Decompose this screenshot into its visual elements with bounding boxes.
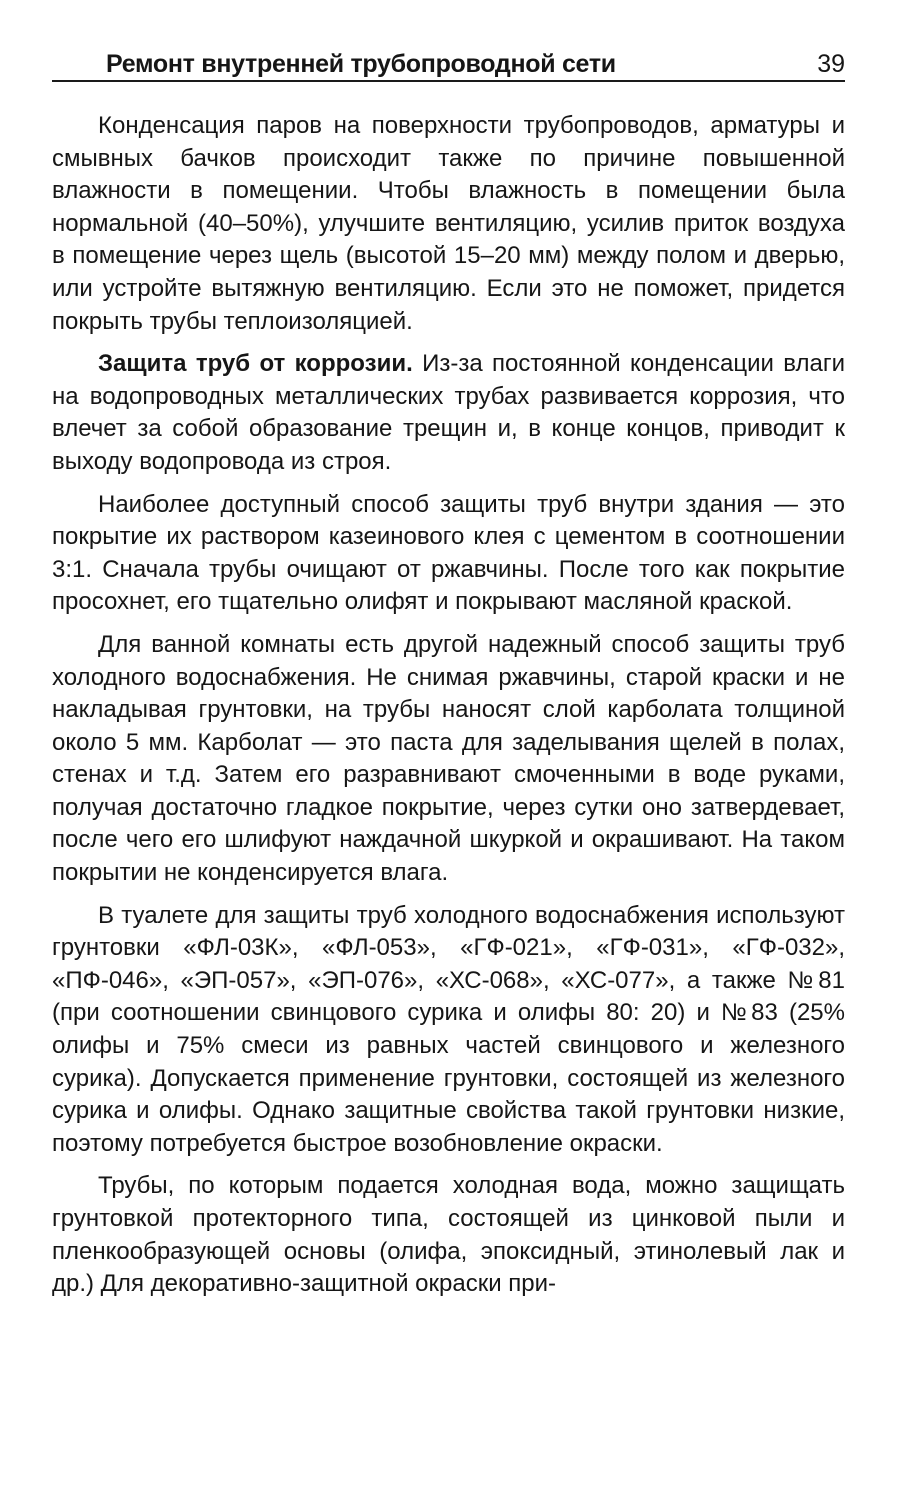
paragraph-text: Из-за постоянной конденсации влаги на водопроводных металлических трубах развивается коррозия, что влечет за собой образование трещин и, в конце концов, приводит к выходу водопровода из строя.	[52, 350, 845, 475]
paragraph-corrosion-protection	[52, 348, 845, 478]
paragraph-text: Наиболее доступный способ защиты труб внутри здания — это покрытие их раствором казеинового клея с цементом в соотношении 3:1. Сначала трубы очищают от ржавчины. После того как покрытие просохнет, его тщательно олифят и покрывают масляной краской.	[52, 490, 845, 616]
running-header	[52, 38, 845, 82]
book-page	[52, 38, 845, 1311]
section-lead-heading: Защита труб от коррозии.	[98, 350, 413, 378]
paragraph-text: В туалете для защиты труб холодного водоснабжения используют грунтовки «ФЛ-03К», «ФЛ-053», «ГФ-021», «ГФ-031», «ГФ-032», «ПФ-046», «ЭП-057», «ЭП-076», «ХС-068», «ХС-077», а также №81 (при соотношении свинцового сурика и олифы 80: 20) и №83 (25% олифы и 75% смеси из равных частей свинцового и железного сурика). Допускается применение грунтовки, состоящей из железного сурика и олифы. Однако защитные свойства такой грунтовки низкие, поэтому потребуется быстрое возобновление окраски.	[52, 901, 845, 1157]
paragraph-primers	[52, 900, 845, 1161]
paragraph-text: Для ванной комнаты есть другой надежный способ защиты труб холодного водоснабжения. Не снимая ржавчины, старой краски и не накладывая грунтовки, на трубы наносят слой карболата толщиной около 5 мм. Карболат — это паста для заделывания щелей в полах, стенах и т.д. Затем его разравнивают смоченными в воде руками, получая достаточно гладкое покрытие, через сутки оно затвердевает, после чего его шлифуют наждачной шкуркой и окрашивают. На таком покрытии не конденсируется влага.	[52, 630, 845, 887]
paragraph-text: Конденсация паров на поверхности трубопроводов, арматуры и смывных бачков происходит также по причине повышенной влажности в помещении. Чтобы влажность в помещении была нормальной (40–50%), улучшите вентиляцию, усилив приток воздуха в помещение через щель (высотой 15–20 мм) между полом и дверью, или устройте вытяжную вентиляцию. Если это не поможет, придется покрыть трубы теплоизоляцией.	[52, 112, 845, 335]
running-header-title: Ремонт внутренней трубопроводной сети	[106, 50, 616, 78]
paragraph-casein-coating	[52, 489, 845, 619]
paragraph-protector-primer	[52, 1170, 845, 1300]
paragraph-text: Трубы, по которым подается холодная вода, можно защищать грунтовкой протекторного типа, состоящей из цинковой пыли и пленкообразующей основы (олифа, эпоксидный, этинолевый лак и др.) Для декоративно-защитной окраски при-	[52, 1172, 845, 1298]
paragraph-carbolate	[52, 629, 845, 890]
page-number: 39	[817, 50, 845, 78]
page-body	[52, 110, 845, 1301]
paragraph-condensation	[52, 110, 845, 338]
